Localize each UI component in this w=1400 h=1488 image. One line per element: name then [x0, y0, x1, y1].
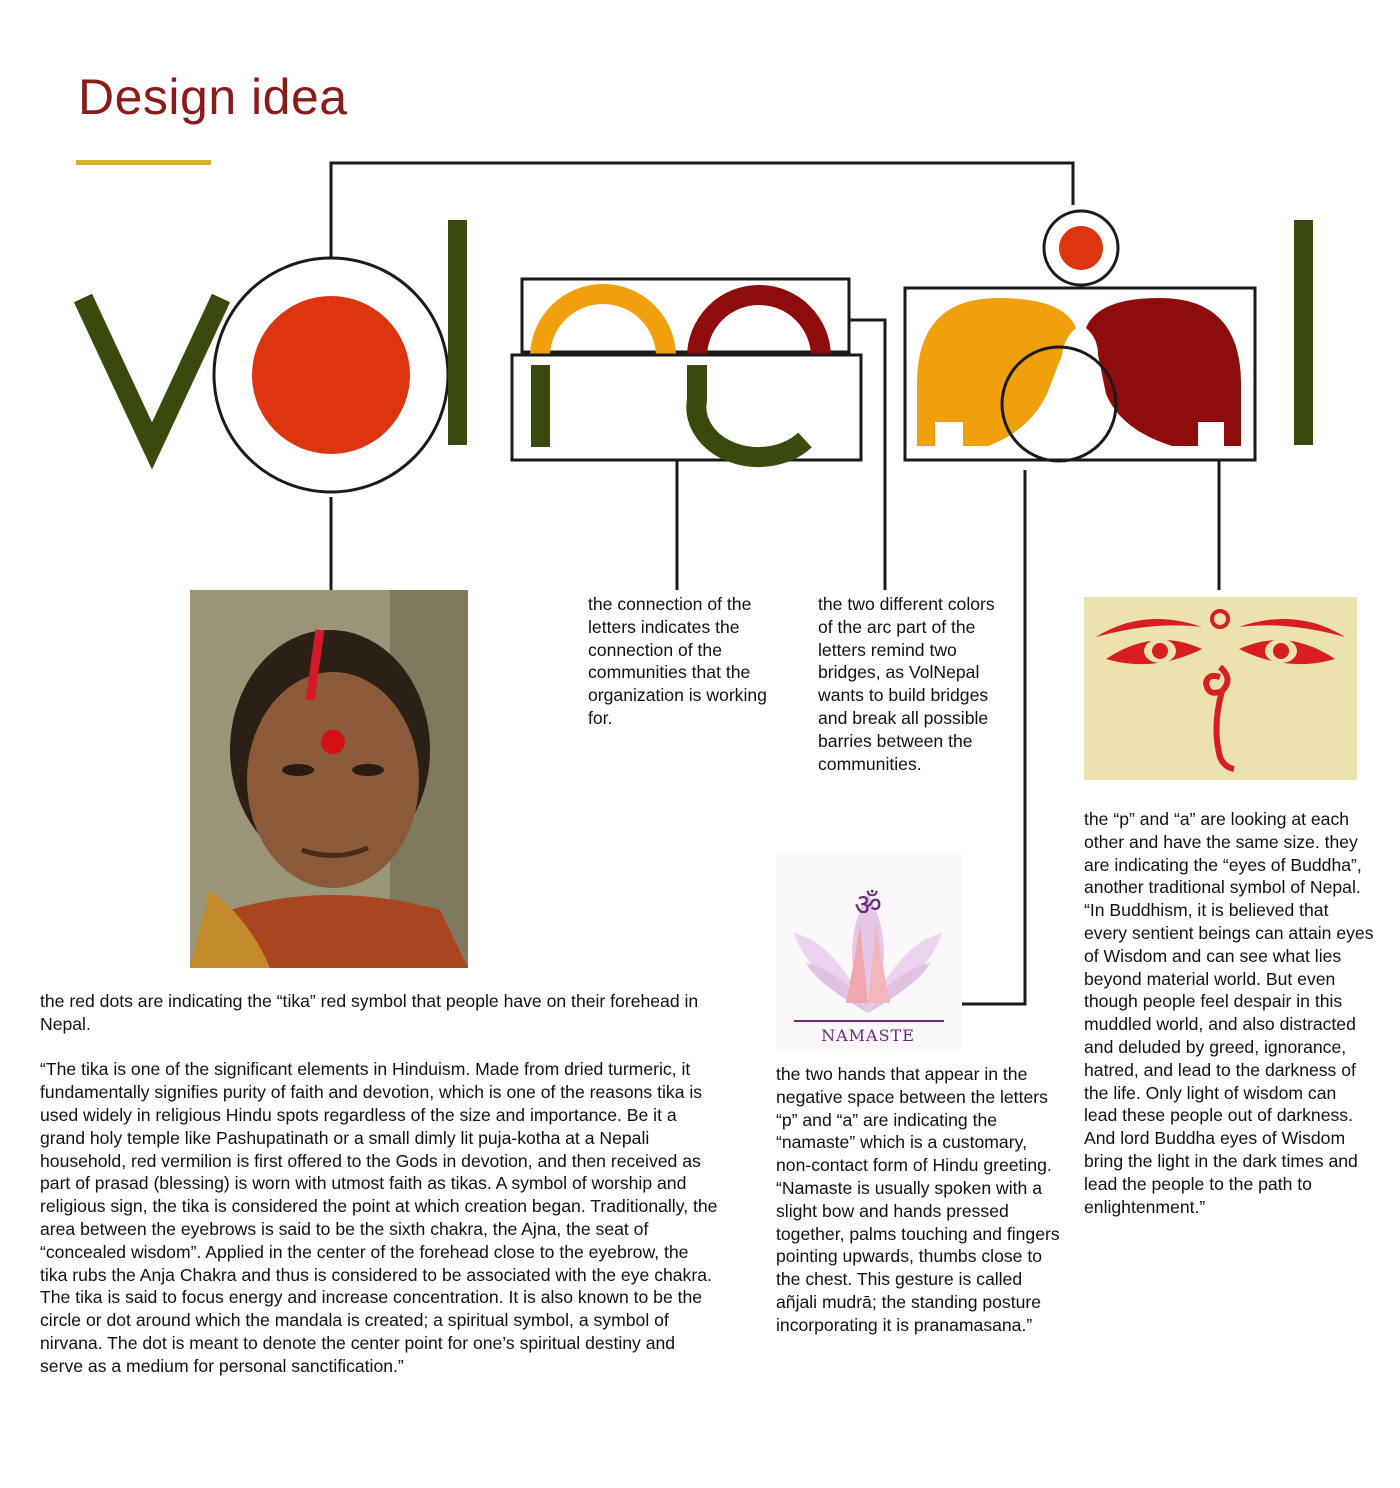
namaste-illustration	[776, 853, 961, 1049]
om-symbol: ॐ	[854, 888, 882, 923]
a-leg-gap	[1198, 422, 1224, 448]
woman-tika-photo	[190, 590, 468, 968]
buddha-eyes-image	[1084, 597, 1357, 780]
namaste-description: the two hands that appear in the negative space between the letters “p” and “a” are indicating the “namaste” which is a customary, non-contact form of Hindu greeting. “Namaste is usually spoken with a slight bow and hands pressed together, palms touching and fingers pointing upwards, thumbs close to the chest. This gesture is called añjali mudrā; the standing posture incorporating it is pranamasana.”	[776, 1064, 1060, 1335]
logo-letter-v	[83, 298, 221, 446]
top-connector-line	[331, 163, 1073, 262]
small-tika-dot	[1059, 226, 1103, 270]
buddha-eyes-description: the “p” and “a” are looking at each other and have the same size. they are indicating the “eyes of Buddha”, another traditional symbol of Nepal. “In Buddhism, it is believed that every sentient beings can attain eyes of Wisdom and can see what lies beyond material world. But even though people feel despair in this muddled world, and also distracted and deluded by greed, ignorance, hatred, and lead to the darkness of the life. Only light of wisdom can lead these people out of darkness. And lord Buddha eyes of Wisdom bring the light in the dark times and lead the people to the path to enlightenment.”	[1084, 809, 1374, 1217]
p-stem-gap	[935, 422, 963, 448]
page-title: Design idea	[78, 69, 348, 125]
connection-description: the connection of the letters indicates the connection of the communities that the organization is working for.	[588, 594, 767, 728]
bridges-description: the two different colors of the arc part of the letters remind two bridges, as VolNepal wants to build bridges and break all possible barries between the communities.	[818, 594, 995, 774]
n-stem	[531, 365, 550, 447]
logo-letter-l-1	[448, 220, 467, 445]
photo-tika-dot	[321, 730, 345, 754]
logo-tika-dot	[252, 296, 410, 454]
tika-description: the red dots are indicating the “tika” red symbol that people have on their forehead in Nepal. “The tika is one of the significant elements in Hinduism. Made from dried turmeric, it fundamentally signifies purity of faith and devotion, which is one of the reasons tika is used widely in religious Hindu spots regardless of the size and importance. Be it a grand holy temple like Pashupatinath or a small dimly lit puja-kotha at a Nepali household, red vermilion is first offered to the Gods in devotion, and then received as part of prasad (blessing) is worn with utmost faith as tikas. A symbol of worship and religious sign, the tika is considered the point at which creation began. Traditionally, the area between the eyebrows is said to be the sixth chakra, the Ajna, the seat of “concealed wisdom”. Applied in the center of the forehead close to the eyebrow, the tika rubs the Anja Chakra and thus is considered to be associated with the eye chakra. The tika is said to focus energy and increase concentration. It is also known to be the circle or dot around which the mandala is created; a spiritual symbol, a symbol of nirvana. The dot is meant to denote the center point for one’s spiritual destiny and serve as a medium for personal sanctification.”	[40, 991, 718, 1376]
namaste-caption: NAMASTE	[821, 1026, 915, 1045]
logo-letter-l-2	[1294, 220, 1313, 445]
